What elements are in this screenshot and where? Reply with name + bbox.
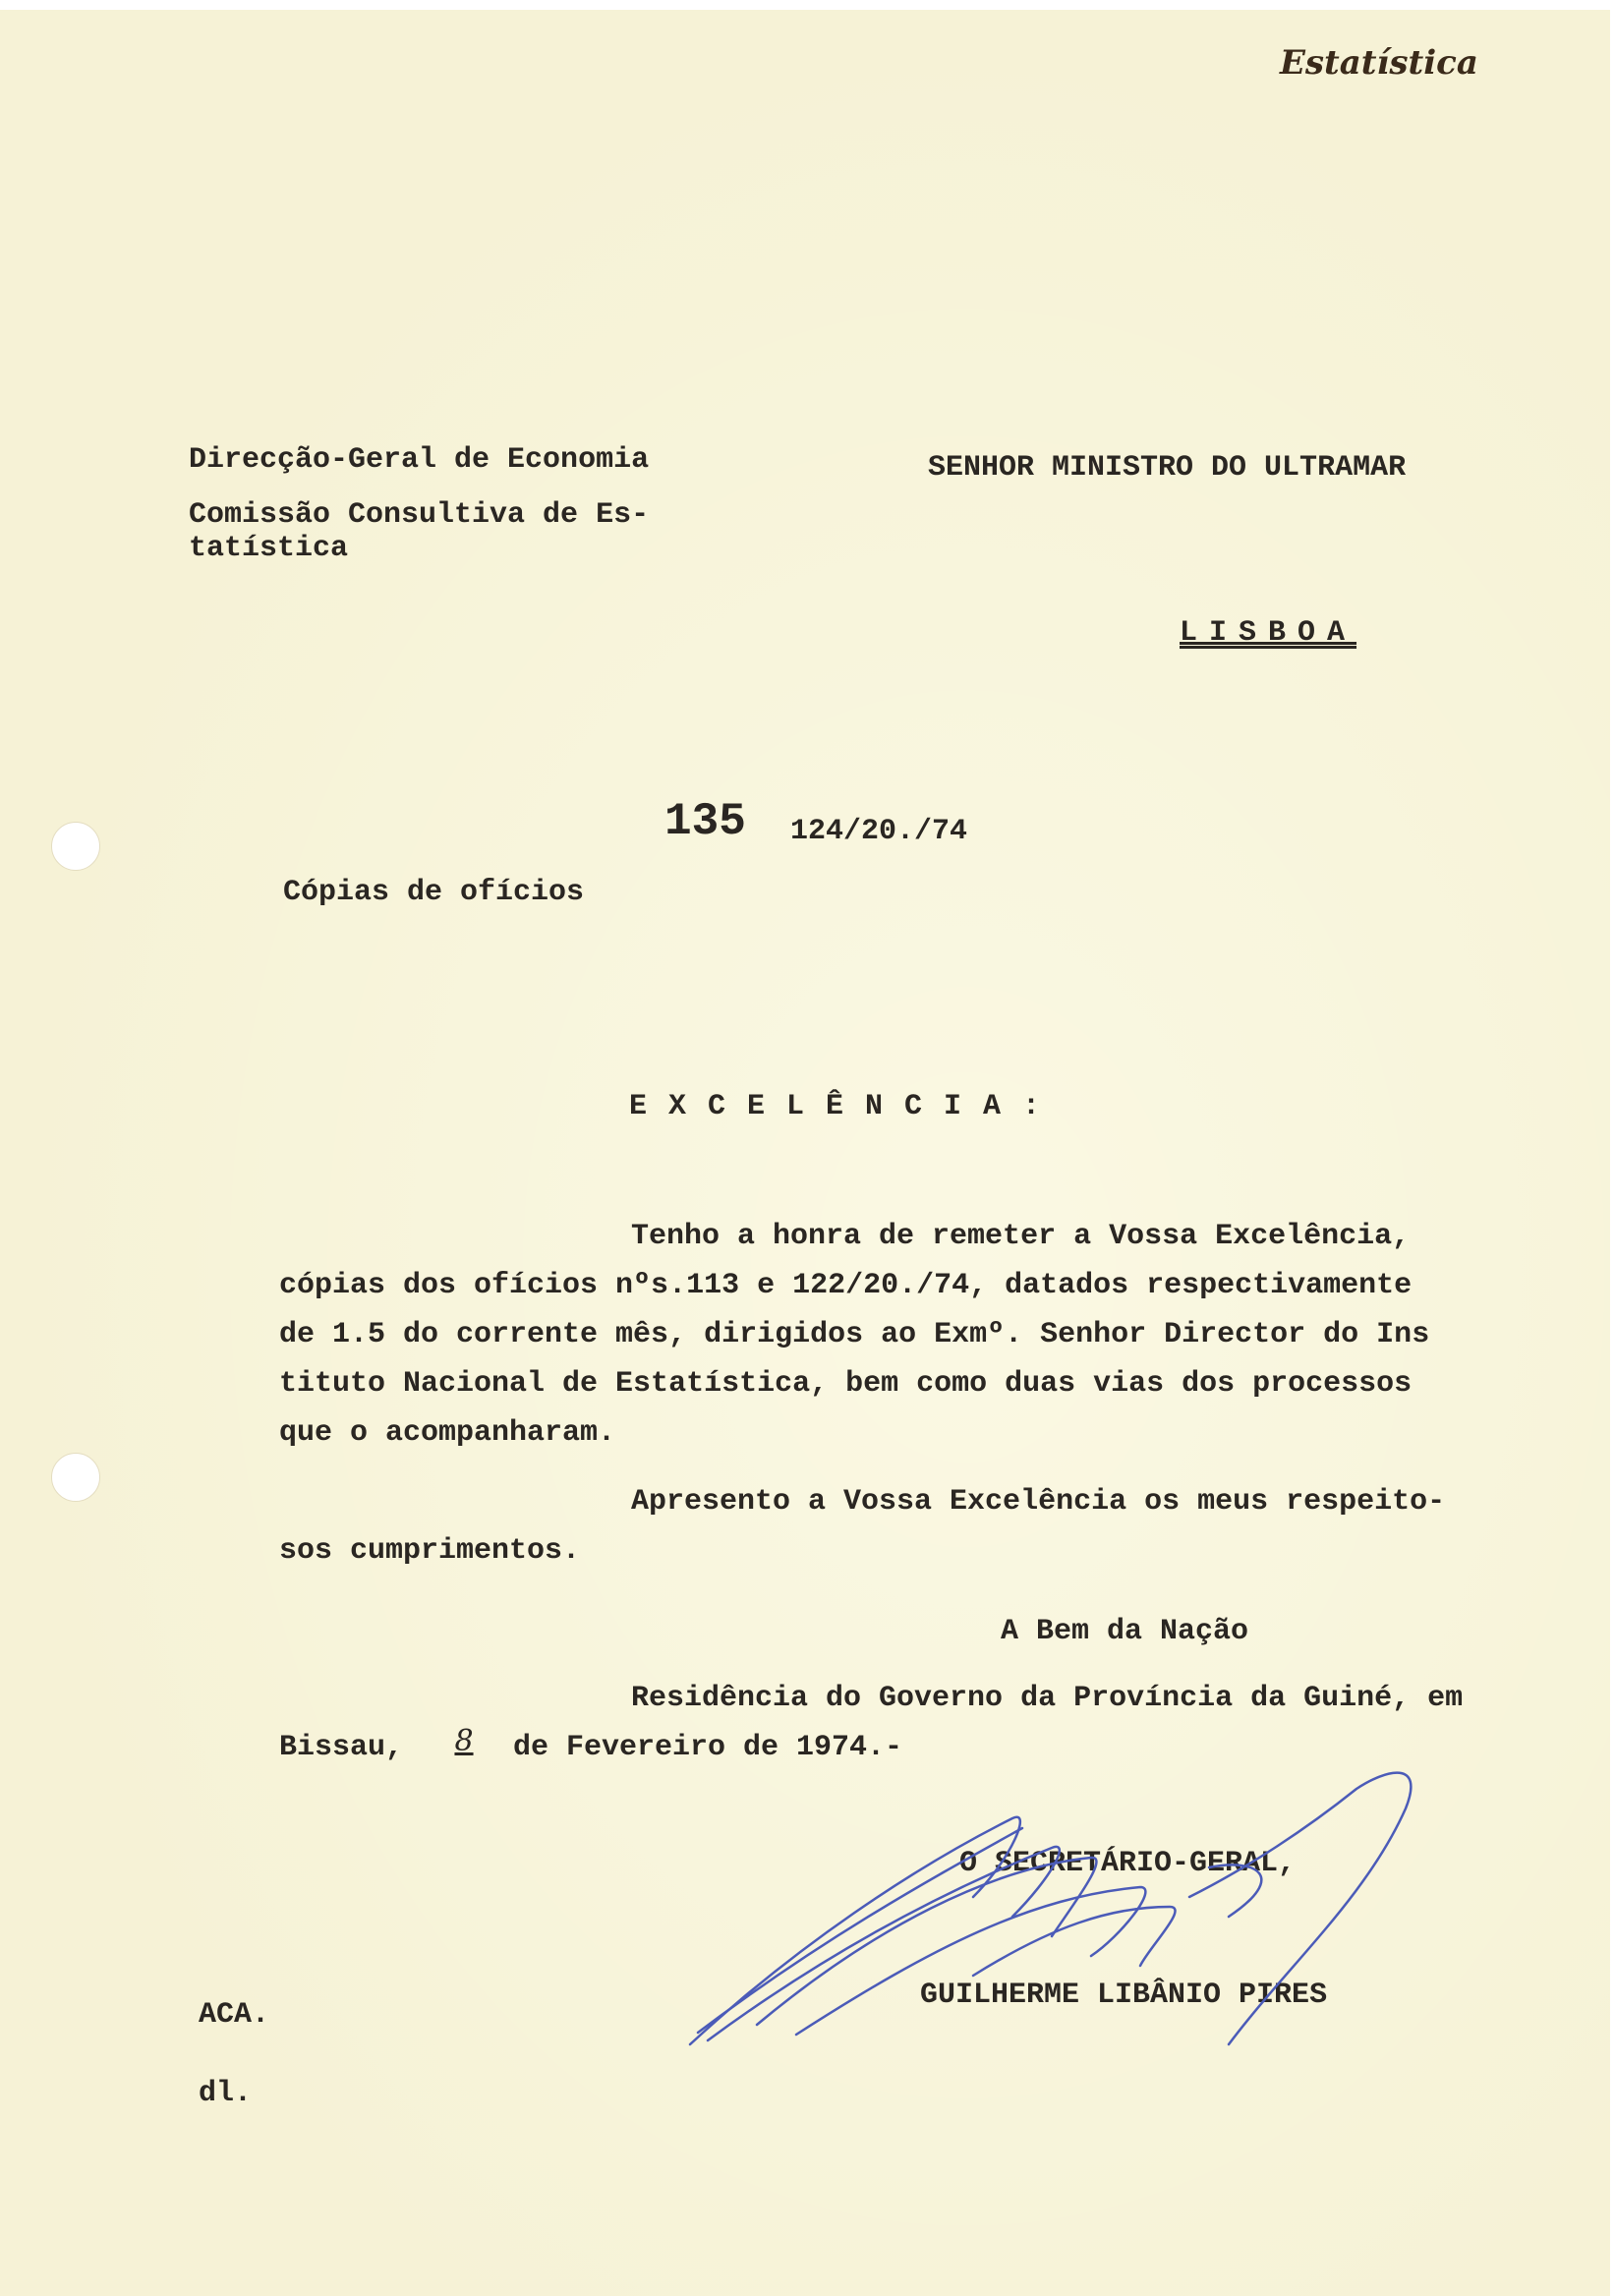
- date-day: 8: [454, 1724, 474, 1758]
- body-p2-line-1: Apresento a Vossa Excelência os meus respeito-: [631, 1485, 1446, 1519]
- body-p1-line-4: tituto Nacional de Estatística, bem como duas vias dos processos: [279, 1367, 1413, 1401]
- footer-line-1: ACA.: [199, 1998, 270, 2032]
- signature-scribble: [678, 1750, 1425, 2064]
- footer-line-2: dl.: [199, 2077, 253, 2110]
- sender-line-2: Comissão Consultiva de Es-: [189, 498, 650, 532]
- body-p2-line-2: sos cumprimentos.: [279, 1534, 581, 1568]
- closing-place-prefix: Bissau,: [279, 1731, 404, 1764]
- body-p1-line-5: que o acompanharam.: [279, 1416, 616, 1450]
- body-p1-line-1: Tenho a honra de remeter a Vossa Excelência,: [631, 1220, 1411, 1253]
- punch-hole: [51, 822, 100, 871]
- body-p1-line-2: cópias dos ofícios nºs.113 e 122/20./74, datados respectivamente: [279, 1269, 1413, 1302]
- document-page: [0, 10, 1610, 2296]
- handwritten-note: Estatística: [1280, 43, 1478, 83]
- salutation: EXCELÊNCIA:: [629, 1090, 1063, 1123]
- subject: Cópias de ofícios: [283, 876, 585, 909]
- closing-place-line-1: Residência do Governo da Província da Guiné, em: [631, 1682, 1464, 1715]
- recipient-title: SENHOR MINISTRO DO ULTRAMAR: [928, 451, 1407, 485]
- reference-code: 124/20./74: [790, 815, 968, 848]
- closing-place-suffix: de Fevereiro de 1974.-: [513, 1731, 903, 1764]
- signatory-name: GUILHERME LIBÂNIO PIRES: [920, 1979, 1328, 2012]
- recipient-city: LISBOA: [1180, 616, 1357, 650]
- signature-role: O SECRETÁRIO-GERAL,: [959, 1847, 1297, 1880]
- punch-hole: [51, 1453, 100, 1502]
- sender-line-3: tatística: [189, 532, 349, 565]
- closing-motto: A Bem da Nação: [1001, 1615, 1249, 1648]
- sender-line-1: Direcção-Geral de Economia: [189, 443, 650, 477]
- stamp-number: 135: [664, 796, 746, 847]
- body-p1-line-3: de 1.5 do corrente mês, dirigidos ao Exmº. Senhor Director do Ins: [279, 1318, 1430, 1351]
